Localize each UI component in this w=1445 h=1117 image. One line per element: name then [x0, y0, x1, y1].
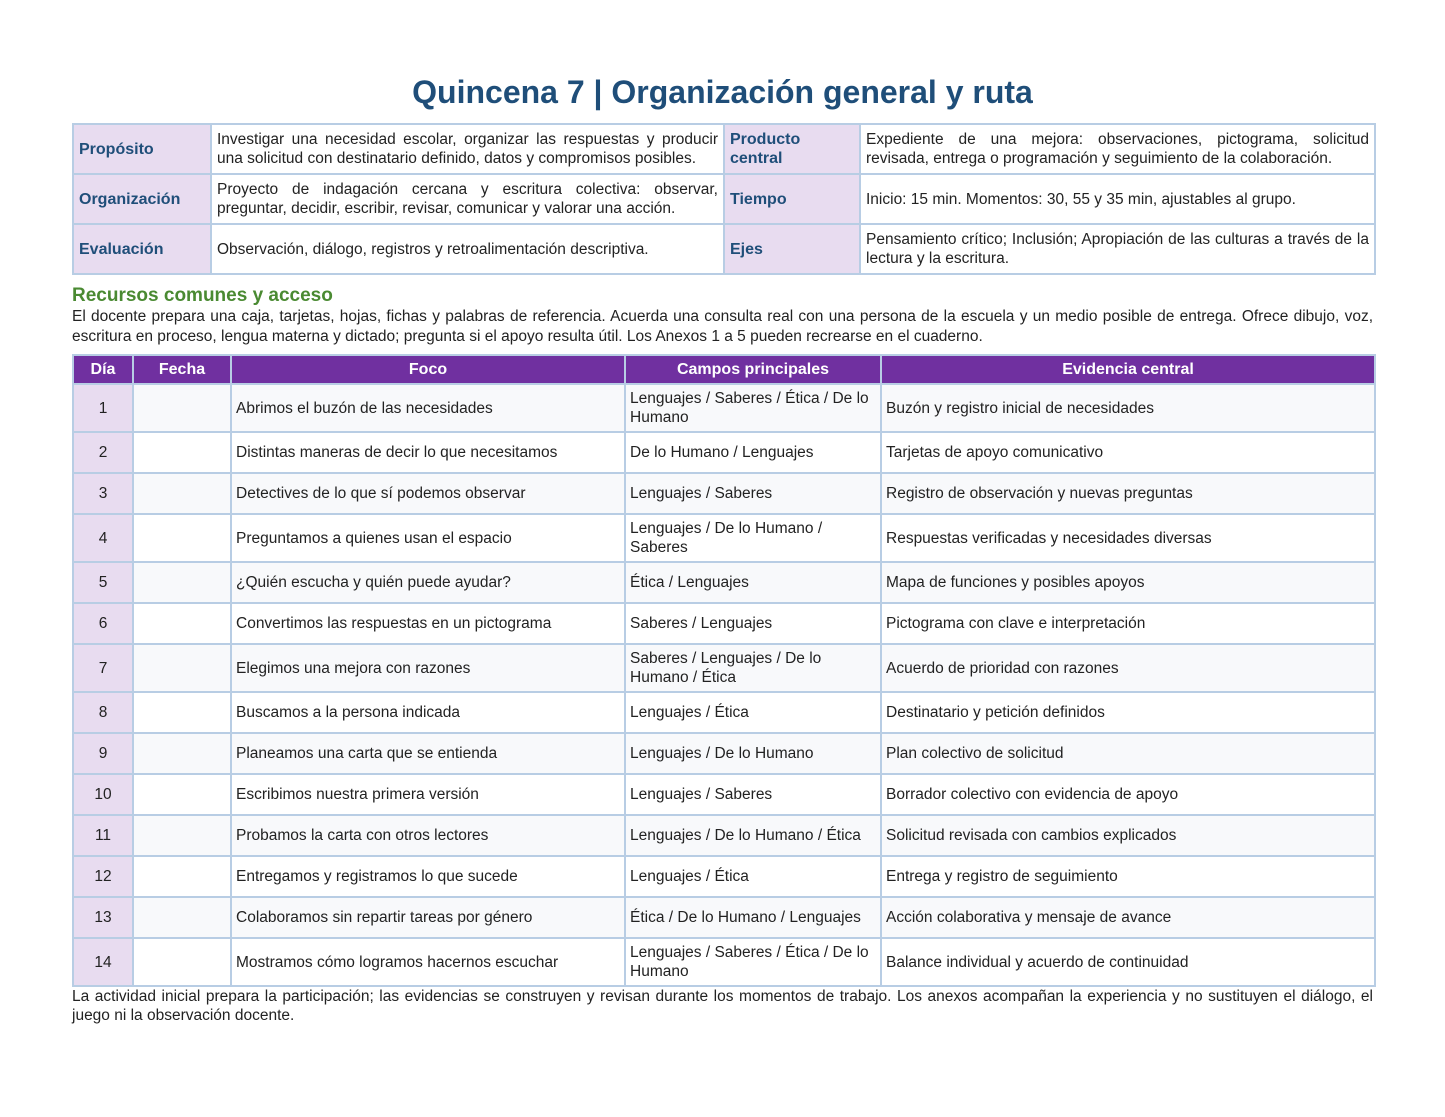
evidence-cell: Borrador colectivo con evidencia de apoyo — [881, 774, 1375, 815]
evidence-cell: Balance individual y acuerdo de continuidad — [881, 938, 1375, 986]
focus-cell: Entregamos y registramos lo que sucede — [231, 856, 625, 897]
fields-cell: Ética / De lo Humano / Lenguajes — [625, 897, 881, 938]
info-value-organizacion: Proyecto de indagación cercana y escritura colectiva: observar, preguntar, decidir, escribir, revisar, comunicar y valorar una acción. — [211, 174, 724, 224]
date-cell[interactable] — [133, 774, 231, 815]
route-header-row — [73, 355, 1375, 384]
table-row — [73, 938, 1375, 986]
info-row-proposito — [73, 124, 1375, 174]
table-row — [73, 644, 1375, 692]
table-row — [73, 774, 1375, 815]
day-cell: 7 — [73, 644, 133, 692]
fields-cell: Saberes / Lenguajes — [625, 603, 881, 644]
header-fecha: Fecha — [133, 355, 231, 384]
date-cell[interactable] — [133, 562, 231, 603]
focus-cell: ¿Quién escucha y quién puede ayudar? — [231, 562, 625, 603]
focus-cell: Mostramos cómo logramos hacernos escuchar — [231, 938, 625, 986]
fields-cell: De lo Humano / Lenguajes — [625, 432, 881, 473]
fields-cell: Lenguajes / De lo Humano — [625, 733, 881, 774]
evidence-cell: Tarjetas de apoyo comunicativo — [881, 432, 1375, 473]
info-label-tiempo: Tiempo — [724, 174, 860, 224]
date-cell[interactable] — [133, 938, 231, 986]
fields-cell: Lenguajes / De lo Humano / Saberes — [625, 514, 881, 562]
info-label-producto: Producto central — [724, 124, 860, 174]
date-cell[interactable] — [133, 856, 231, 897]
table-row — [73, 562, 1375, 603]
table-row — [73, 384, 1375, 432]
info-value-tiempo: Inicio: 15 min. Momentos: 30, 55 y 35 min, ajustables al grupo. — [860, 174, 1375, 224]
info-value-evaluacion: Observación, diálogo, registros y retroalimentación descriptiva. — [211, 224, 724, 274]
focus-cell: Probamos la carta con otros lectores — [231, 815, 625, 856]
header-dia: Día — [73, 355, 133, 384]
day-cell: 4 — [73, 514, 133, 562]
focus-cell: Colaboramos sin repartir tareas por género — [231, 897, 625, 938]
evidence-cell: Plan colectivo de solicitud — [881, 733, 1375, 774]
info-label-proposito: Propósito — [73, 124, 211, 174]
table-row — [73, 603, 1375, 644]
focus-cell: Distintas maneras de decir lo que necesitamos — [231, 432, 625, 473]
focus-cell: Abrimos el buzón de las necesidades — [231, 384, 625, 432]
day-cell: 9 — [73, 733, 133, 774]
fields-cell: Lenguajes / Ética — [625, 856, 881, 897]
date-cell[interactable] — [133, 603, 231, 644]
header-campos: Campos principales — [625, 355, 881, 384]
date-cell[interactable] — [133, 815, 231, 856]
day-cell: 8 — [73, 692, 133, 733]
info-label-evaluacion: Evaluación — [73, 224, 211, 274]
evidence-cell: Registro de observación y nuevas preguntas — [881, 473, 1375, 514]
resources-section — [72, 285, 1373, 347]
date-cell[interactable] — [133, 384, 231, 432]
route-body — [73, 384, 1375, 986]
fields-cell: Lenguajes / Saberes — [625, 774, 881, 815]
evidence-cell: Buzón y registro inicial de necesidades — [881, 384, 1375, 432]
date-cell[interactable] — [133, 644, 231, 692]
focus-cell: Buscamos a la persona indicada — [231, 692, 625, 733]
day-cell: 1 — [73, 384, 133, 432]
info-value-proposito: Investigar una necesidad escolar, organizar las respuestas y producir una solicitud con destinatario definido, datos y compromisos posibles. — [211, 124, 724, 174]
evidence-cell: Destinatario y petición definidos — [881, 692, 1375, 733]
day-cell: 14 — [73, 938, 133, 986]
fields-cell: Lenguajes / Saberes — [625, 473, 881, 514]
evidence-cell: Entrega y registro de seguimiento — [881, 856, 1375, 897]
day-cell: 6 — [73, 603, 133, 644]
evidence-cell: Respuestas verificadas y necesidades diversas — [881, 514, 1375, 562]
date-cell[interactable] — [133, 733, 231, 774]
footnote: La actividad inicial prepara la participación; las evidencias se construyen y revisan durante los momentos de trabajo. Los anexos acompañan la experiencia y no sustituyen el diálogo, el juego ni la observación docente. — [72, 988, 1373, 1024]
table-row — [73, 733, 1375, 774]
table-row — [73, 856, 1375, 897]
resources-text: El docente prepara una caja, tarjetas, hojas, fichas y palabras de referencia. Acuerda una consulta real con una persona de la escuela y un medio posible de entrega. Ofrece dibujo, voz, escritura en proceso, lengua materna y dictado; pregunta si el apoyo resulta útil. Los Anexos 1 a 5 pueden recrearse en el cuaderno. — [72, 308, 1373, 345]
fields-cell: Ética / Lenguajes — [625, 562, 881, 603]
day-cell: 3 — [73, 473, 133, 514]
fields-cell: Lenguajes / De lo Humano / Ética — [625, 815, 881, 856]
header-foco: Foco — [231, 355, 625, 384]
info-row-evaluacion — [73, 224, 1375, 274]
date-cell[interactable] — [133, 897, 231, 938]
fields-cell: Saberes / Lenguajes / De lo Humano / Ética — [625, 644, 881, 692]
evidence-cell: Solicitud revisada con cambios explicados — [881, 815, 1375, 856]
info-label-ejes: Ejes — [724, 224, 860, 274]
date-cell[interactable] — [133, 692, 231, 733]
resources-title: Recursos comunes y acceso — [72, 285, 333, 306]
info-label-organizacion: Organización — [73, 174, 211, 224]
date-cell[interactable] — [133, 514, 231, 562]
day-cell: 10 — [73, 774, 133, 815]
focus-cell: Escribimos nuestra primera versión — [231, 774, 625, 815]
route-table — [72, 354, 1376, 987]
table-row — [73, 514, 1375, 562]
day-cell: 2 — [73, 432, 133, 473]
date-cell[interactable] — [133, 432, 231, 473]
table-row — [73, 897, 1375, 938]
evidence-cell: Pictograma con clave e interpretación — [881, 603, 1375, 644]
table-row — [73, 815, 1375, 856]
focus-cell: Convertimos las respuestas en un pictograma — [231, 603, 625, 644]
evidence-cell: Acción colaborativa y mensaje de avance — [881, 897, 1375, 938]
day-cell: 12 — [73, 856, 133, 897]
date-cell[interactable] — [133, 473, 231, 514]
day-cell: 13 — [73, 897, 133, 938]
day-cell: 11 — [73, 815, 133, 856]
info-value-ejes: Pensamiento crítico; Inclusión; Apropiación de las culturas a través de la lectura y la escritura. — [860, 224, 1375, 274]
focus-cell: Preguntamos a quienes usan el espacio — [231, 514, 625, 562]
day-cell: 5 — [73, 562, 133, 603]
table-row — [73, 432, 1375, 473]
evidence-cell: Acuerdo de prioridad con razones — [881, 644, 1375, 692]
info-value-producto: Expediente de una mejora: observaciones, pictograma, solicitud revisada, entrega o programación y seguimiento de la colaboración. — [860, 124, 1375, 174]
page-title: Quincena 7 | Organización general y ruta — [412, 74, 1033, 110]
focus-cell: Elegimos una mejora con razones — [231, 644, 625, 692]
focus-cell: Detectives de lo que sí podemos observar — [231, 473, 625, 514]
info-table — [72, 123, 1376, 275]
focus-cell: Planeamos una carta que se entienda — [231, 733, 625, 774]
header-evidencia: Evidencia central — [881, 355, 1375, 384]
info-row-organizacion — [73, 174, 1375, 224]
table-row — [73, 473, 1375, 514]
fields-cell: Lenguajes / Saberes / Ética / De lo Humano — [625, 938, 881, 986]
evidence-cell: Mapa de funciones y posibles apoyos — [881, 562, 1375, 603]
fields-cell: Lenguajes / Ética — [625, 692, 881, 733]
fields-cell: Lenguajes / Saberes / Ética / De lo Humano — [625, 384, 881, 432]
table-row — [73, 692, 1375, 733]
